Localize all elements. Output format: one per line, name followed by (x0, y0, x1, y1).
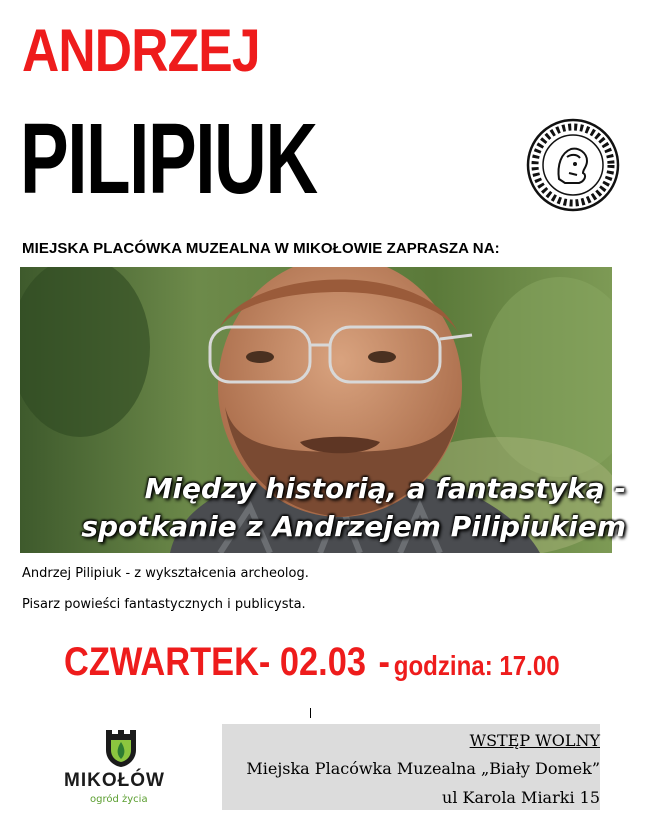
bio-line-2: Pisarz powieści fantastycznych i publicysta. (22, 597, 306, 612)
stamp-emblem-icon (525, 117, 621, 213)
event-datetime (64, 640, 560, 685)
caption-line-2: spotkanie z Andrzejem Pilipiukiem (81, 510, 626, 543)
mikolow-tower-icon (104, 728, 138, 768)
entry-note: WSTĘP WOLNY (469, 731, 600, 750)
mikolow-logo (20, 724, 222, 810)
venue-address: ul Karola Miarki 15 (442, 788, 600, 807)
event-day: CZWARTEK- 02.03 (64, 640, 367, 684)
first-name-heading: ANDRZEJ (22, 17, 260, 84)
bio-line-1: Andrzej Pilipiuk - z wykształcenia archeolog. (22, 566, 309, 581)
logo-tagline: ogród życia (90, 794, 148, 805)
logo-name: MIKOŁÓW (64, 770, 165, 791)
venue-name: Miejska Placówka Muzealna „Biały Domek” (246, 759, 600, 778)
event-time: godzina: 17.00 (393, 650, 560, 681)
venue-info (222, 724, 600, 810)
caption-line-1: Między historią, a fantastyką - (144, 472, 626, 505)
text-cursor (310, 708, 311, 718)
last-name-heading: PILIPIUK (20, 103, 317, 215)
event-dash: - (378, 640, 390, 684)
invitation-text: MIEJSKA PLACÓWKA MUZEALNA W MIKOŁOWIE ZAPRASZA NA: (22, 240, 500, 257)
photo-caption (81, 470, 626, 546)
